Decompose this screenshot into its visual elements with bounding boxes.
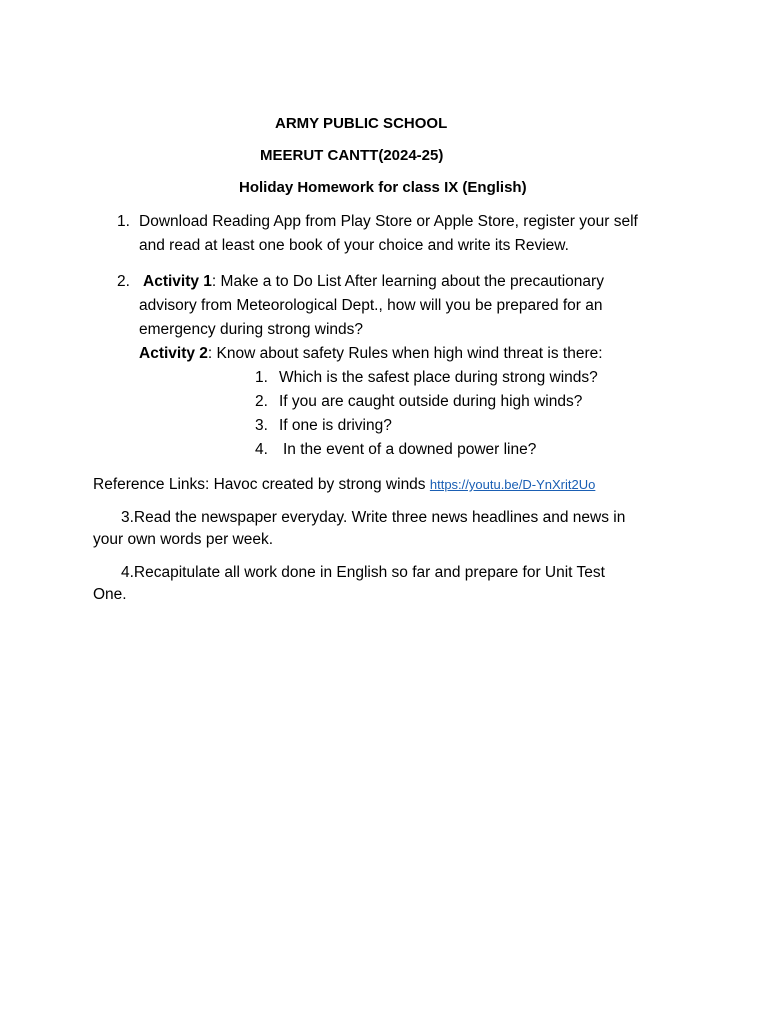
activity-1-line-2: advisory from Meteorological Dept., how will you be prepared for an [139, 297, 603, 314]
activity-1-line-3: emergency during strong winds? [139, 321, 364, 338]
subitem-text: In the event of a downed power line? [283, 441, 537, 458]
subitem-text: If you are caught outside during high winds? [279, 393, 583, 410]
activity-2-line [139, 344, 603, 364]
reference-label: Reference Links: Havoc created by strong winds [93, 476, 426, 493]
document-title: Holiday Homework for class IX (English) [239, 179, 527, 196]
item-3-line-1: 3.Read the newspaper everyday. Write three news headlines and news in [121, 509, 626, 526]
subitem-number: 4. [255, 441, 268, 458]
item-3-line-2: your own words per week. [93, 531, 274, 548]
item-1-number: 1. [117, 213, 130, 230]
subitem-text: If one is driving? [279, 417, 392, 434]
reference-link[interactable]: https://youtu.be/D-YnXrit2Uo [429, 477, 596, 492]
subitem-number: 3. [255, 417, 268, 434]
item-1-line-1: Download Reading App from Play Store or Apple Store, register your self [139, 213, 638, 230]
subitem-number: 2. [255, 393, 268, 410]
activity-2-label: Activity 2 [139, 345, 208, 362]
item-1-line-2: and read at least one book of your choice and write its Review. [139, 237, 569, 254]
subitem-text: Which is the safest place during strong winds? [279, 369, 598, 386]
item-4-line-2: One. [93, 586, 127, 603]
activity-1-text: : Make a to Do List After learning about the precautionary [211, 273, 604, 290]
activity-1-label: Activity 1 [143, 273, 212, 290]
item-4-line-1: 4.Recapitulate all work done in English so far and prepare for Unit Test [121, 564, 605, 581]
reference-line [93, 475, 595, 495]
subitem-number: 1. [255, 369, 268, 386]
school-location: MEERUT CANTT(2024-25) [260, 147, 444, 164]
item-2-number: 2. [117, 273, 130, 290]
activity-2-text: : Know about safety Rules when high wind threat is there: [207, 345, 603, 362]
activity-1-line-1 [143, 272, 604, 292]
school-name: ARMY PUBLIC SCHOOL [275, 115, 448, 132]
